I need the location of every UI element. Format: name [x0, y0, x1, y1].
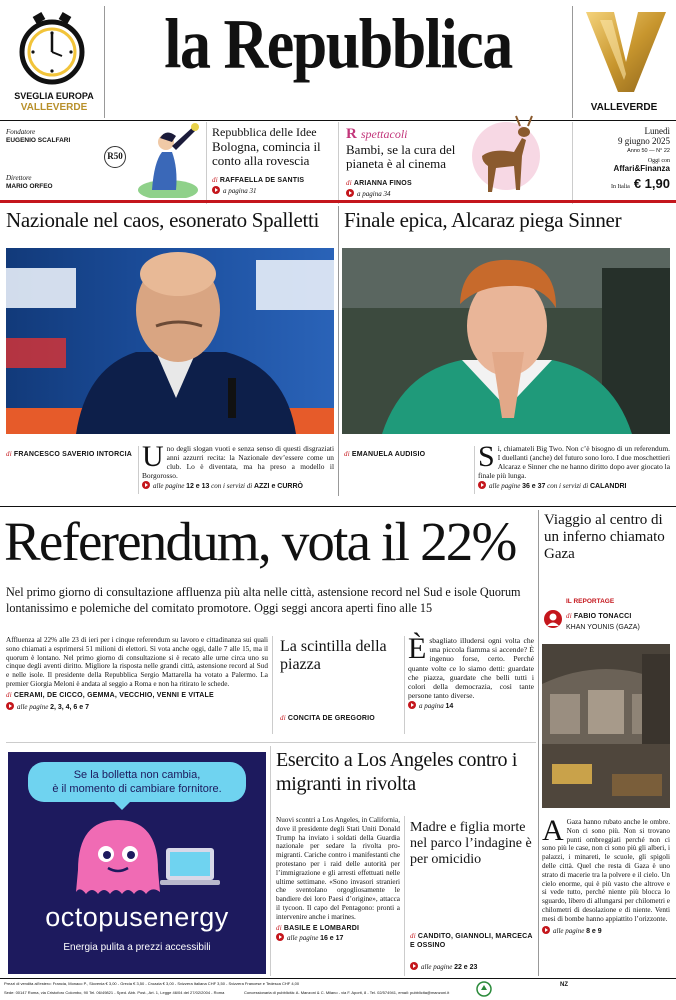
- left-promo-line1: SVEGLIA EUROPA: [14, 91, 94, 101]
- teaser-idee-kicker: Repubblica delle Idee: [212, 125, 317, 139]
- article-sinner[interactable]: Sì, chiamateli Big Two. Non c’è bisogno di un referendum. I duellanti (anche) del futuro sono loro. I due moschettieri Alcaraz e Sinner che ne hanno diritto dopo aver giocato la finale più lunga. alle pagine 36 e 37 con i servizi di CALANDRI: [478, 440, 670, 490]
- parma-byline: CANDITO, GIANNOLI, MARCECA E OSSINO: [410, 933, 533, 949]
- commentary-text: sbagliato illudersi ogni volta che una piccola fiamma si accende? È ingenuo forse, certo. Perché quante volte ce lo siamo detti: guardate che piazza, guardate che belli tutti i colori della democrazia, così tante persone tanto diverse.: [408, 636, 534, 701]
- alarm-clock-icon: [16, 6, 88, 90]
- ad-bubble-line1: Se la bolletta non cambia,: [73, 769, 201, 781]
- director-name: MARIO ORFEO: [6, 183, 53, 190]
- teaser-idee[interactable]: Repubblica delle Idee Bologna, comincia il conto alla rovescia di RAFFAELLA DE SANTIS a pagina 31: [212, 125, 332, 195]
- main-headline[interactable]: Referendum, vota il 22%: [4, 511, 516, 572]
- teaser-spettacoli-text: Bambi, se la cura del pianeta è al cinema: [346, 142, 456, 171]
- r50-badge: R50: [104, 146, 126, 168]
- supplement-label: Oggi con: [647, 158, 670, 164]
- gaza-page-nums: 8 e 9: [586, 927, 602, 935]
- octopus-mascot-icon: [48, 810, 228, 900]
- red-rule: [0, 200, 676, 203]
- ad-bubble-line2: è il momento di cambiare fornitore.: [52, 783, 222, 795]
- teaser-spettacoli-r: R: [346, 126, 357, 142]
- footer-advertising: Concessionaria di pubblicità: A. Manzoni & C. Milano - via F. Aporti, 8 - Tel. 02/574941, email: pubblicita@manzoni.it: [244, 990, 450, 995]
- masthead-title[interactable]: la Repubblica: [164, 5, 512, 84]
- photo-sinner: [342, 248, 670, 434]
- byline-sinner: EMANUELA AUDISIO: [351, 451, 426, 458]
- gaza-headline[interactable]: Viaggio al centro di un inferno chiamato Gaza: [544, 512, 665, 562]
- arrow-icon: [478, 481, 486, 489]
- left-promo-line2: VALLEVERDE: [20, 102, 88, 113]
- right-promo: VALLEVERDE: [590, 102, 658, 113]
- supplement: Affari&Finanza: [613, 164, 670, 173]
- la-article[interactable]: Nuovi scontri a Los Angeles, in California, dove il presidente degli Stati Uniti Donald Trump ha inviato i soldati della Guardia nazionale per sedare la rivolta pro-migranti. Cariche contro i manifestanti che protestano per i raid delle autorità per l’immigrazione e gli arresti effettuati nelle ultime settimane. «Sono invasori stranieri che sventolano orgogliosamente le bandiere dei loro Paesi d’origine», attacca il tycoon. Il capo del Pentagono: pronti a intervenire anche i marines. di BASILE E LOMBARDI alle pagine 16 e 17: [276, 816, 400, 942]
- sport-headline-spalletti[interactable]: Nazionale nel caos, esonerato Spalletti: [6, 208, 320, 232]
- director-label: Direttore: [6, 174, 32, 182]
- gaza-text: Gaza hanno rubato anche le ombre. Non ci sono più. Non si trovano punti ombreggiati perché non ci sono più le case, non ci sono più gli alberi, i palazzi, i minareti, le scuole, gli spigoli delle città. Quel che resta di Gaza è uno strato di macerie tra la polvere e il cielo. Un cielo enorme, qui è più vasto che altrove e si vede tutto, perché niente più blocca lo sguardo, libero di allungarsi per chilometri e chilometri di desolazione e di niente. Venti mesi di bombe hanno appiattito l’orizzonte.: [542, 818, 670, 923]
- photo-spalletti: [6, 248, 334, 434]
- ad-speech-bubble: [28, 762, 246, 802]
- dropcap: S: [478, 440, 495, 473]
- dropcap: È: [408, 632, 427, 665]
- la-page-nums: 16 e 17: [320, 934, 344, 942]
- gaza-article[interactable]: A Gaza hanno rubato anche le ombre. Non ci sono più. Non si trovano punti ombreggiati perché non ci sono più le case, non ci sono più gli alberi, i palazzi, i minareti, le scuole, gli spigoli delle città. Quel che resta di Gaza è uno strato di macerie tra la polvere e il cielo. Un cielo enorme, qui è più vasto che altrove e si vede tutto, perché niente più blocca lo sguardo, libero di allungarsi per chilometri e chilometri di desolazione e di niente. Venti mesi di bombe hanno appiattito l’orizzonte. alle pagine 8 e 9: [542, 814, 670, 935]
- article-spalletti-text: no degli slogan vuoti e senza senso di questi disgraziati anni azzurri recita: la Nazionale dev’essere come un club. Lo è diventata, ma ha preso a modello il Borgorosso.: [142, 444, 334, 480]
- footer-code: NZ: [560, 982, 568, 988]
- article-sinner-text: ì, chiamateli Big Two. Non c’è bisogno di un referendum. I duellanti (anche) del futuro sono loro. I due moschettieri Alcaraz e Sinner che ne hanno diritto dopo aver giocato la finale più lunga.: [478, 444, 670, 480]
- parma-headline[interactable]: Madre e figlia morte nel parco l’indagine è per omicidio: [410, 820, 532, 867]
- teaser-spettacoli[interactable]: R spettacoli Bambi, se la cura del pianeta è al cinema di ARIANNA FINOS a pagina 34: [346, 125, 471, 198]
- la-text: Nuovi scontri a Los Angeles, in California, dove il presidente degli Stati Uniti Donald Trump ha inviato i soldati della Guardia nazionale per sedare la rivolta pro-migranti. Cariche contro i manifestanti che protestano per i raid delle autorità per l’immigrazione e gli arresti effettuati nelle ultime settimane. «Sono invasori stranieri che sventolano orgogliosamente le bandiere dei loro Paesi d’origine», attacca il tycoon. Il capo del Pentagono: pronti a intervenire anche i marines.: [276, 816, 400, 921]
- reporter-avatar: [544, 610, 562, 628]
- date-box: [576, 126, 670, 193]
- gaza-label: IL REPORTAGE: [566, 598, 615, 605]
- ad-brand: octopusenergy: [45, 902, 229, 932]
- arrow-icon: [142, 481, 150, 489]
- date-day: Lunedì: [644, 126, 670, 136]
- extra-names: CALANDRI: [589, 483, 627, 490]
- arrow-icon: [212, 186, 220, 194]
- commentary-page-num: 14: [445, 703, 454, 711]
- extra-names: AZZI e CURRÒ: [253, 483, 303, 490]
- article-spalletti[interactable]: Uno degli slogan vuoti e senza senso di questi disgraziati anni azzurri recita: la Nazionale dev’essere come un club. Lo è diventata, ma ha preso a modello il Borgorosso. alle pagine 12 e 13 con i servizi di AZZI e CURRÒ: [142, 440, 334, 490]
- commentary-article[interactable]: Èsbagliato illudersi ogni volta che una piccola fiamma si accende? È ingenuo forse, certo. Perché quante volte ce lo siamo detti: guardate che piazza, guardate che belli tutti i colori della democrazia, così tante persone tanto diverse. a pagina 14: [408, 632, 534, 711]
- date: 9 giugno 2025: [617, 136, 670, 146]
- sport-headline-alcaraz[interactable]: Finale epica, Alcaraz piega Sinner: [344, 208, 622, 232]
- footer-address: Sede: 00147 Roma, via Cristoforo Colombo, 90 Tel. 06/49821 - Sped. Abb. Post., Art. 1, Legge 46/04 del 27/02/2004 - Roma: [4, 990, 225, 995]
- main-summary: Nel primo giorno di consultazione affluenza più alta nelle città, astensione record nel Sud e isole Quorum lontanissimo e polemiche del comitato promotore. Oggi seggi ancora aperti fino alle 15: [6, 585, 521, 615]
- teaser-idee-text: Bologna, comincia il conto alla rovescia: [212, 139, 321, 168]
- arrow-icon: [346, 189, 354, 197]
- gaza-place: KHAN YOUNIS (GAZA): [566, 624, 640, 631]
- teaser-spettacoli-byline: ARIANNA FINOS: [353, 180, 412, 187]
- main-article[interactable]: Affluenza al 22% alle 23 di ieri per i cinque referendum su lavoro e cittadinanza sui quali sono chiamati a esprimersi 51 milioni di elettori. Si vota anche oggi, dalle 7 alle 15, ma il quorum è lontano. Nel primo giorno di consultazione si è recato alle urne circa uno su cinque degli aventi diritto. Migliore la risposta nelle grandi città, astensione record al Sud e nelle isole. Il presidente della Repubblica Sergio Mattarella ha votato a Palermo. La premier Giorgia Meloni è andata al seggio a Roma e non ha ritirato le schede. di CERAMI, DE CICCO, GEMMA, VECCHIO, VENNI E VITALE alle pagine 2, 3, 4, 6 e 7: [6, 636, 268, 711]
- byline-spalletti: FRANCESCO SAVERIO INTORCIA: [13, 451, 132, 458]
- teaser-illustration-idee: [132, 112, 208, 198]
- bubble-tail: [114, 802, 130, 810]
- main-article-text: Affluenza al 22% alle 23 di ieri per i cinque referendum su lavoro e cittadinanza sui quali sono chiamati a esprimersi 51 milioni di elettori. Si vota anche oggi, dalle 7 alle 15, ma il quorum è lontano. Nel primo giorno di consultazione si è recato alle urne circa uno su cinque degli aventi diritto. Migliore la risposta nelle grandi città, astensione record al Sud e nelle isole. Il presidente della Repubblica Sergio Mattarella ha votato a Palermo. La premier Giorgia Meloni è andata al seggio a Roma e non ha ritirato le schede.: [6, 636, 268, 688]
- price-label: In Italia: [611, 184, 630, 190]
- main-byline: CERAMI, DE CICCO, GEMMA, VECCHIO, VENNI E VITALE: [13, 691, 214, 699]
- commentary-byline: CONCITA DE GREGORIO: [287, 715, 375, 722]
- teaser-idee-byline: RAFFAELLA DE SANTIS: [219, 177, 305, 184]
- parma-page-nums: 22 e 23: [454, 964, 478, 971]
- teaser-idee-page: a pagina 31: [223, 187, 257, 195]
- gaza-byline: FABIO TONACCI: [573, 613, 632, 620]
- teaser-spettacoli-page: a pagina 34: [357, 190, 391, 198]
- issue-number: Anno 50 — N° 22: [627, 148, 670, 154]
- footer-prices: Prezzi di vendita all’estero: Francia, Monaco P., Slovenia € 3,00 - Grecia € 3,50 - Croazia € 3,00 - Svizzera Italiana CHF 3,50 - Svizzera Francese e Tedesca CHF 4,00: [4, 981, 300, 986]
- arrow-icon: [542, 926, 550, 934]
- arrow-icon: [410, 962, 418, 970]
- la-headline[interactable]: Esercito a Los Angeles contro i migranti in rivolta: [276, 749, 518, 795]
- arrow-icon: [276, 933, 284, 941]
- dropcap: A: [542, 814, 564, 847]
- price: € 1,90: [633, 176, 670, 191]
- arrow-icon: [6, 702, 14, 710]
- ad-tagline: Energia pulita a prezzi accessibili: [63, 942, 211, 953]
- main-page-nums: 2, 3, 4, 6 e 7: [50, 703, 89, 711]
- teaser-illustration-bambi: [466, 112, 540, 198]
- founder-label: Fondatore: [6, 128, 36, 136]
- founder-name: EUGENIO SCALFARI: [6, 137, 71, 144]
- commentary-headline[interactable]: La scintilla della piazza: [280, 638, 387, 673]
- valleverde-logo-icon: [584, 8, 668, 98]
- recycle-icon: [476, 981, 492, 997]
- teaser-spettacoli-kicker: spettacoli: [360, 127, 408, 141]
- dropcap: U: [142, 440, 164, 473]
- la-byline: BASILE E LOMBARDI: [283, 924, 360, 932]
- arrow-icon: [408, 701, 416, 709]
- octopus-energy-ad[interactable]: [8, 752, 266, 974]
- photo-gaza: [542, 644, 670, 808]
